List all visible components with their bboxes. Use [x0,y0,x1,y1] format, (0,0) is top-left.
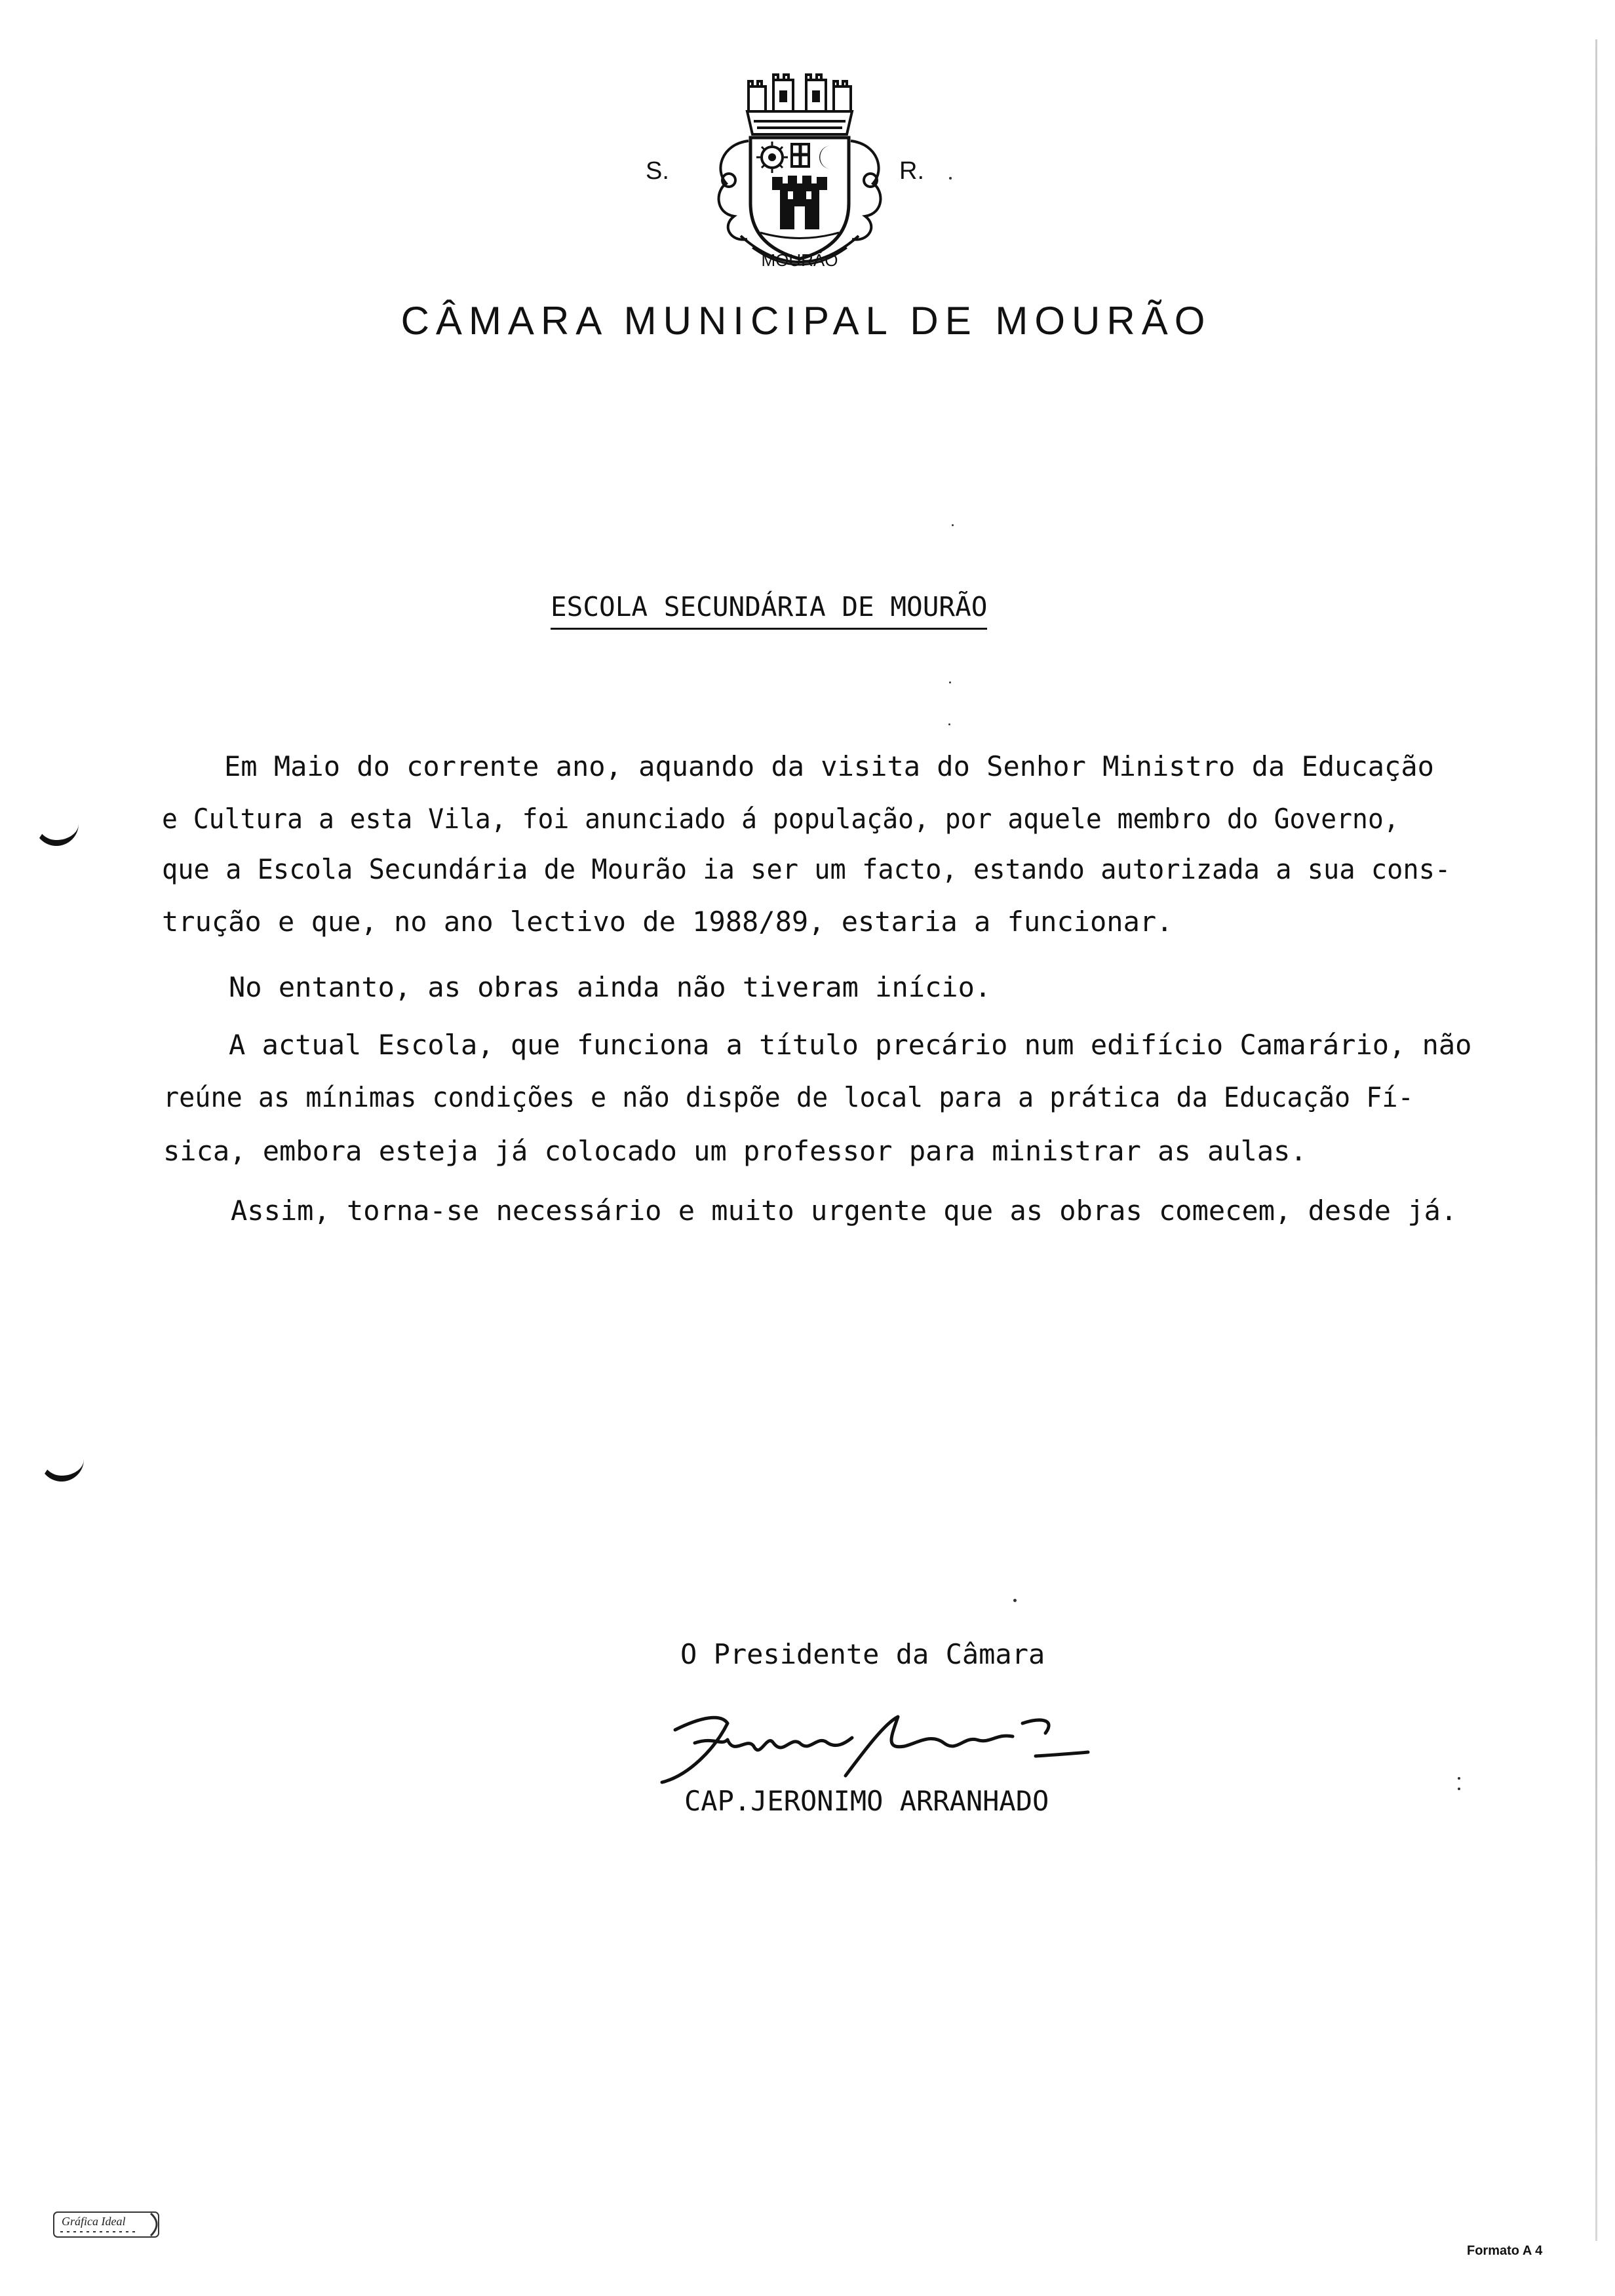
body-line-1: Em Maio do corrente ano, aquando da visita do Senhor Ministro da Educação [224,750,1434,782]
crest-banner-text: MOURÃO [761,250,838,270]
paper-format-label: Formato A 4 [1467,2244,1543,2258]
signature-label: O Presidente da Câmara [680,1638,1045,1670]
speck [1013,1599,1017,1602]
svg-text:Gráfica Ideal: Gráfica Ideal [62,2215,126,2228]
speck [1458,1777,1460,1780]
speck [1458,1788,1460,1790]
scan-edge [1595,39,1597,2241]
body-line-7: reúne as mínimas condições e não dispõe de local para a prática da Educação Fí- [163,1081,1414,1113]
handwritten-signature [649,1697,1095,1795]
printer-stamp-logo [52,2210,164,2241]
body-line-3: que a Escola Secundária de Mourão ia ser um facto, estando autorizada a sua cons- [162,853,1451,885]
body-line-2: e Cultura a esta Vila, foi anunciado á população, por aquele membro do Governo, [162,803,1399,835]
speck [949,177,952,180]
punch-hole-mark [34,813,79,846]
crest-left-letter: S. [646,157,669,185]
institution-name: CÂMARA MUNICIPAL DE MOURÃO [400,299,1212,343]
speck [949,681,951,683]
punch-hole-mark [39,1448,84,1482]
body-line-9: Assim, torna-se necessário e muito urgente que as obras comecem, desde já. [231,1195,1458,1227]
body-line-5: No entanto, as obras ainda não tiveram início. [229,971,992,1003]
municipal-crest-icon [675,72,924,288]
signatory-name: CAP.JERONIMO ARRANHADO [684,1785,1049,1817]
body-line-6: A actual Escola, que funciona a título precário num edifício Camarário, não [229,1029,1472,1061]
document-title: ESCOLA SECUNDÁRIA DE MOURÃO [551,591,987,630]
crest-right-letter: R. [899,157,924,185]
body-line-4: trução e que, no ano lectivo de 1988/89, estaria a funcionar. [162,906,1173,938]
speck [948,723,950,725]
speck [952,524,954,526]
body-line-8: sica, embora esteja já colocado um professor para ministrar as aulas. [163,1135,1307,1167]
